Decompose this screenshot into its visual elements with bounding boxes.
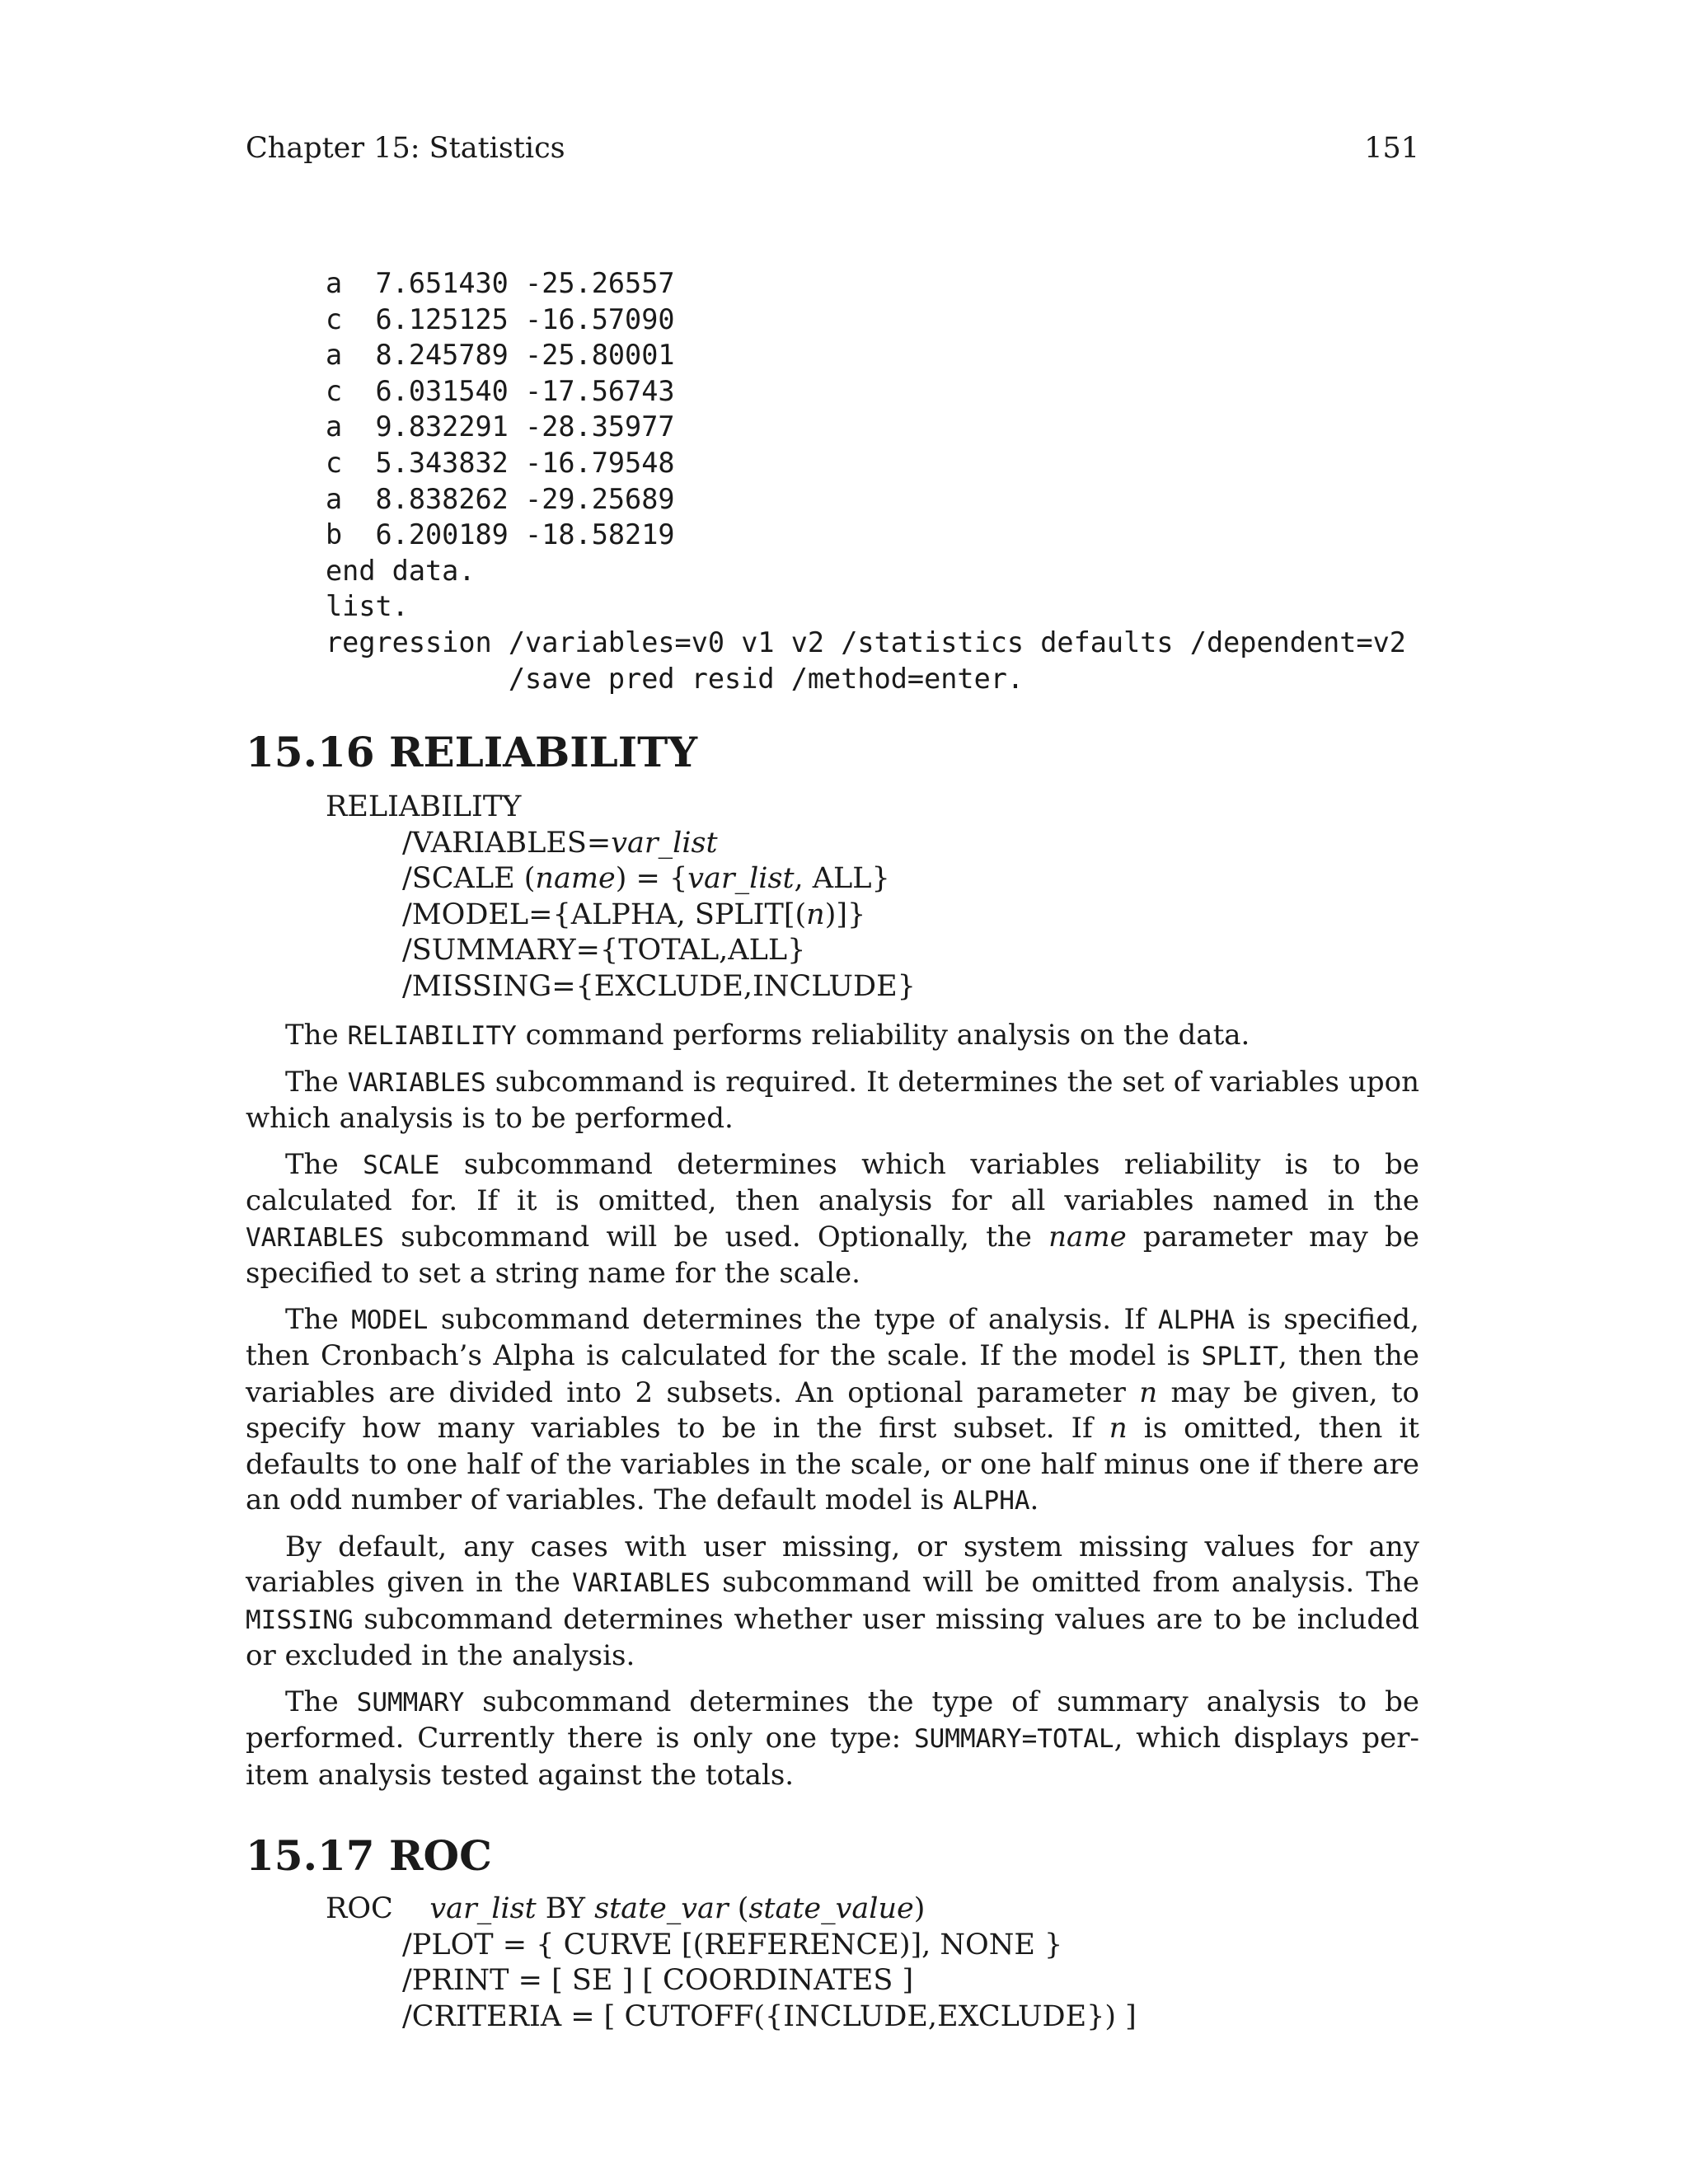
section-heading-roc: 15.17 ROC — [246, 1831, 492, 1881]
paragraph-missing: By default, any cases with user missing, or system missing values for any variables given in the VARIABLES subcommand will be omitted from analysis. The MISSING subcommand determines whether user missing values are to be included or excluded in the analysis. — [246, 1530, 1420, 1673]
synopsis-command: ROC var_list BY state_var (state_value) — [326, 1892, 926, 1926]
section-heading-reliability: 15.16 RELIABILITY — [246, 728, 698, 777]
synopsis-criteria: /CRITERIA = [ CUTOFF({INCLUDE,EXCLUDE}) ] — [402, 1999, 1137, 2033]
code-line: a 8.245789 -25.80001 — [326, 339, 675, 372]
page-number: 151 — [1364, 132, 1419, 165]
paragraph-model: The MODEL subcommand determines the type of analysis. If ALPHA is specified, then Cronbach’s Alpha is calculated for the scale. If the model is SPLIT, then the variables are divided into 2 subsets. An optional parameter n may be given, to specify how many variables to be in the first subset. If n is omitted, then it defaults to one half of the variables in the scale, or one half minus one if there are an odd number of variables. The default model is ALPHA. — [246, 1302, 1419, 1517]
code-line: c 6.031540 -17.56743 — [326, 374, 675, 407]
page-content — [246, 265, 1419, 2035]
paragraph-reliability-intro: The RELIABILITY command performs reliability analysis on the data. — [285, 1019, 1250, 1052]
synopsis-scale: /SCALE (name) = {var_list, ALL} — [402, 862, 890, 896]
code-line: c 6.125125 -16.57090 — [326, 302, 675, 335]
paragraph-summary: The SUMMARY subcommand determines the type of summary analysis to be performed. Currently there is only one type: SUMMARY=TOTAL, which displays per-item analysis tested against the totals. — [246, 1685, 1420, 1792]
synopsis-command: RELIABILITY — [326, 790, 522, 824]
code-line: a 7.651430 -25.26557 — [326, 267, 675, 299]
synopsis-model: /MODEL={ALPHA, SPLIT[(n)]} — [402, 898, 866, 931]
synopsis-variables: /VARIABLES=var_list — [402, 826, 718, 860]
synopsis-summary: /SUMMARY={TOTAL,ALL} — [402, 934, 806, 968]
paragraph-scale: The SCALE subcommand determines which variables reliability is to be calculated for. If it is omitted, then analysis for all variables named in the VARIABLES subcommand will be used. Optionally, the name parameter may be specified to set a string name for the scale. — [246, 1147, 1419, 1291]
code-line: b 6.200189 -18.58219 — [326, 518, 675, 551]
code-example — [326, 265, 1419, 696]
code-line: end data. — [326, 554, 476, 587]
reliability-synopsis — [246, 790, 1419, 1005]
paragraph-variables: The VARIABLES subcommand is required. It determines the set of variables upon which analysis is to be performed. — [246, 1065, 1419, 1136]
roc-synopsis — [246, 1891, 1419, 2035]
running-header-chapter: Chapter 15: Statistics — [246, 132, 565, 165]
synopsis-plot: /PLOT = { CURVE [(REFERENCE)], NONE } — [402, 1928, 1063, 1961]
code-line: a 8.838262 -29.25689 — [326, 482, 675, 515]
code-line: /save pred resid /method=enter. — [326, 662, 1025, 695]
code-line: c 5.343832 -16.79548 — [326, 446, 675, 479]
code-line: a 9.832291 -28.35977 — [326, 410, 675, 443]
code-line: regression /variables=v0 v1 v2 /statistics defaults /dependent=v2 — [326, 626, 1406, 658]
code-line: list. — [326, 590, 409, 623]
synopsis-print: /PRINT = [ SE ] [ COORDINATES ] — [402, 1964, 914, 1998]
synopsis-missing: /MISSING={EXCLUDE,INCLUDE} — [402, 969, 916, 1003]
